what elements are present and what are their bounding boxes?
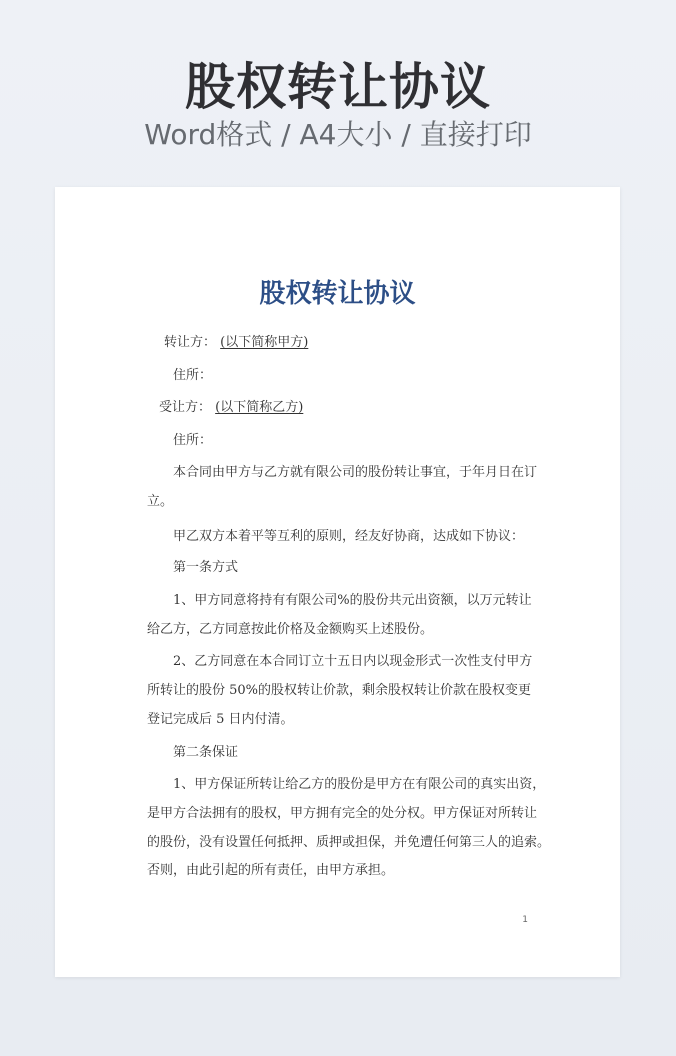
banner-subtitle: Word格式 / A4大小 / 直接打印 (144, 118, 532, 151)
article-1-p1-line-2: 给乙方，乙方同意按此价格及金额购买上述股份。 (147, 622, 434, 637)
article-1-p1-line-1: 1、甲方同意将持有有限公司%的股份共元出资额，以万元转让 (173, 593, 532, 608)
transferee-address: 住所： (173, 433, 213, 448)
transferor-label: 转让方： (164, 335, 217, 350)
intro-line-1: 本合同由甲方与乙方就有限公司的股份转让事宜，于年月日在订 (173, 465, 538, 480)
document-page (55, 187, 620, 977)
transferor-address: 住所： (173, 368, 213, 383)
transferor-line (164, 336, 308, 349)
principle-line: 甲乙双方本着平等互利的原则，经友好协商，达成如下协议： (173, 529, 525, 544)
document-title: 股权转让协议 (259, 279, 416, 309)
transferor-value: (以下简称甲方) (220, 335, 309, 350)
transferee-line (159, 401, 303, 414)
article-2-p1-line-2: 是甲方合法拥有的股权，甲方拥有完全的处分权。甲方保证对所转让 (147, 806, 538, 821)
banner-title: 股权转让协议 (185, 58, 491, 116)
article-2-p1-line-4: 否则，由此引起的所有责任，由甲方承担。 (147, 863, 395, 878)
article-2-p1-line-3: 的股份，没有设置任何抵押、质押或担保，并免遭任何第三人的追索。 (147, 835, 551, 850)
page-number: 1 (522, 915, 528, 925)
article-2-title: 第二条保证 (173, 745, 239, 760)
article-1-p2-line-2: 所转让的股份 50%的股权转让价款，剩余股权转让价款在股权变更 (147, 683, 532, 698)
transferee-label: 受让方： (159, 400, 212, 415)
intro-line-2: 立。 (147, 494, 174, 509)
article-1-p2-line-3: 登记完成后 5 日内付清。 (147, 712, 294, 727)
article-1-title: 第一条方式 (173, 560, 239, 575)
article-1-p2-line-1: 2、乙方同意在本合同订立十五日内以现金形式一次性支付甲方 (173, 654, 533, 669)
transferee-value: (以下简称乙方) (215, 400, 304, 415)
article-2-p1-line-1: 1、甲方保证所转让给乙方的股份是甲方在有限公司的真实出资， (173, 777, 546, 792)
